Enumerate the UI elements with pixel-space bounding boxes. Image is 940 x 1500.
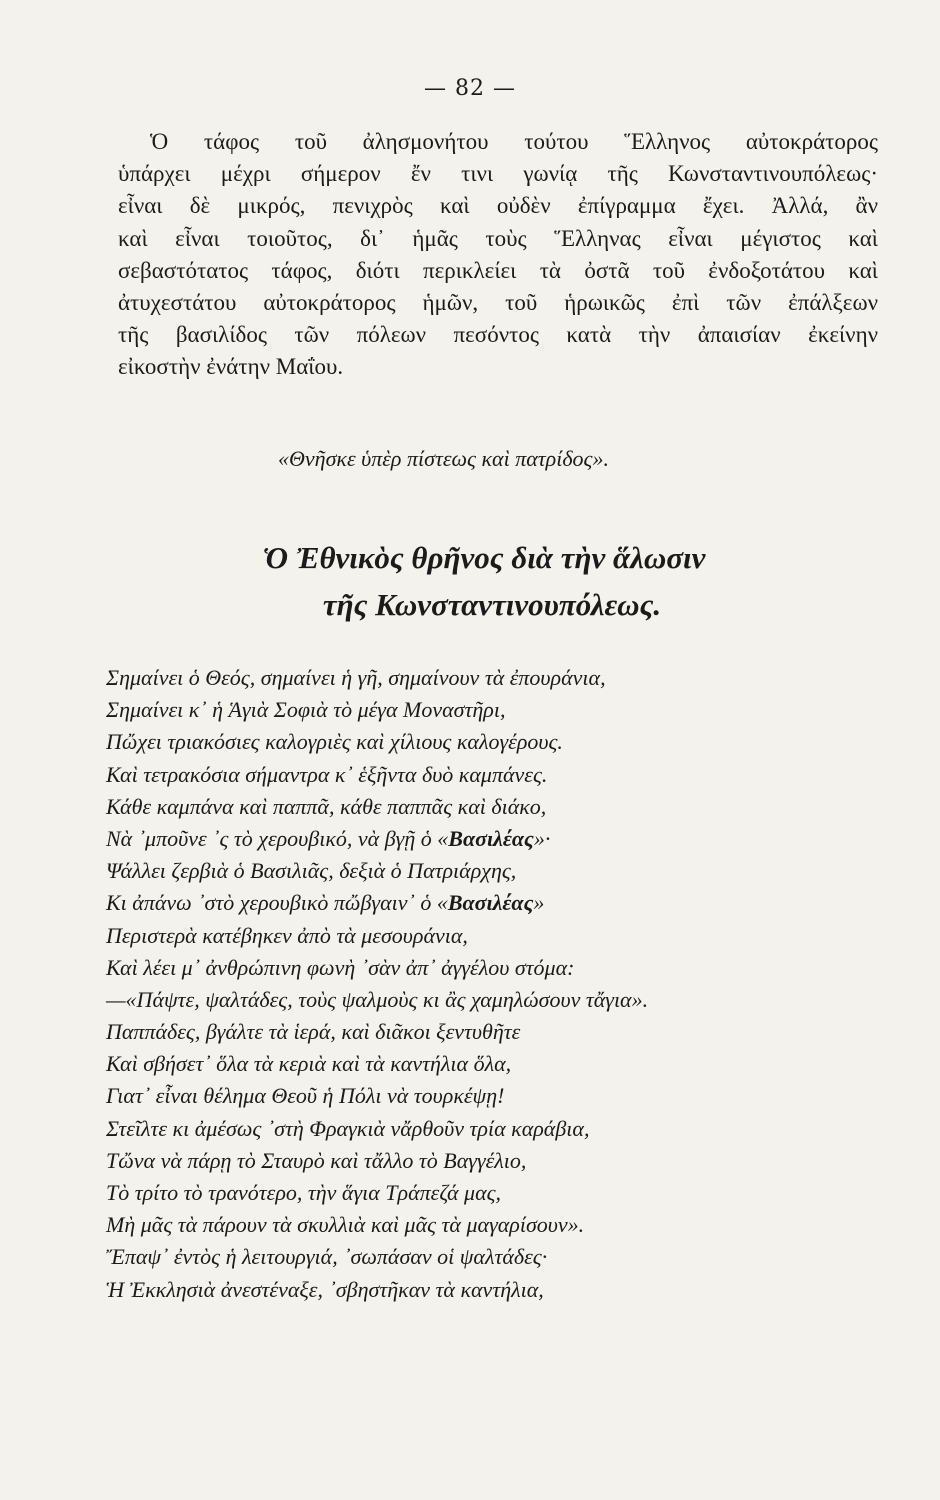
poem-line: Ἡ Ἐκκλησιὰ ἀνεστέναξε, ᾽σβηστῆκαν τὰ καντήλια, bbox=[106, 1276, 544, 1302]
poem-line: Τὤνα νὰ πάρῃ τὸ Σταυρὸ καὶ τἄλλο τὸ Βαγγέλιο, bbox=[106, 1147, 527, 1173]
emphasized-word: Βασιλέας bbox=[448, 825, 534, 851]
prose-line: ὑπάρχει μέχρι σήμερον ἔν τινι γωνίᾳ τῆς Κωνσταντινουπόλεως· bbox=[118, 161, 878, 187]
poem-line: Στεῖλτε κι ἀμέσως ᾽στὴ Φραγκιὰ νἄρθοῦν τρία καράβια, bbox=[106, 1115, 590, 1141]
poem-line: Πὤχει τριακόσιες καλογριὲς καὶ χίλιους καλογέρους. bbox=[106, 729, 563, 755]
poem-line: Καὶ τετρακόσια σήμαντρα κ᾽ ἑξῆντα δυὸ καμπάνες. bbox=[106, 761, 548, 787]
lament-poem bbox=[106, 662, 896, 1306]
poem-line: Παππάδες, βγάλτε τὰ ἱερά, καὶ διᾶκοι ξεντυθῆτε bbox=[106, 1019, 521, 1045]
prose-line: ἀτυχεστάτου αὐτοκράτορος ἡμῶν, τοῦ ἡρωικῶς ἐπὶ τῶν ἐπάλξεων bbox=[118, 289, 878, 315]
poem-line: Τὸ τρίτο τὸ τρανότερο, τὴν ἅγια Τράπεζά μας, bbox=[106, 1180, 502, 1205]
section-heading-line-1: Ὁ Ἐθνικὸς θρῆνος διὰ τὴν ἅλωσιν bbox=[262, 540, 706, 575]
prose-paragraph bbox=[118, 126, 878, 384]
prose-line: καὶ εἶναι τοιοῦτος, δι᾽ ἡμᾶς τοὺς Ἕλληνας εἶναι μέγιστος καὶ bbox=[118, 225, 878, 251]
prose-line: Ὁ τάφος τοῦ ἀλησμονήτου τούτου Ἕλληνος αὐτοκράτορος bbox=[150, 129, 878, 154]
prose-line: εἶναι δὲ μικρός, πενιχρὸς καὶ οὐδὲν ἐπίγραμμα ἔχει. Ἀλλά, ἂν bbox=[118, 193, 878, 219]
poem-line: Σημαίνει κ᾽ ἡ Ἁγιὰ Σοφιὰ τὸ μέγα Μοναστῆρι, bbox=[106, 697, 506, 723]
page-number: — 82 — bbox=[424, 76, 516, 101]
poem-line: —«Πάψτε, ψαλτάδες, τοὺς ψαλμοὺς κι ἂς χαμηλώσουν τἄγια». bbox=[106, 986, 649, 1012]
prose-line: εἰκοστὴν ἐνάτην Μαΐου. bbox=[118, 354, 344, 380]
poem-line: Μὴ μᾶς τὰ πάρουν τὰ σκυλλιὰ καὶ μᾶς τὰ μαγαρίσουν». bbox=[106, 1212, 585, 1238]
prose-line: τῆς βασιλίδος τῶν πόλεων πεσόντος κατὰ τὴν ἀπαισίαν ἐκείνην bbox=[118, 322, 878, 348]
prose-line: σεβαστότατος τάφος, διότι περικλείει τὰ ὀστᾶ τοῦ ἐνδοξοτάτου καὶ bbox=[118, 257, 878, 283]
poem-line: Νὰ ᾽μποῦνε ᾽ς τὸ χερουβικό, νὰ βγῇ ὁ «Βασιλέας»· bbox=[106, 825, 551, 851]
emphasized-word: Βασιλέας bbox=[447, 890, 534, 916]
poem-line: Ψάλλει ζερβιὰ ὁ Βασιλιᾶς, δεξιὰ ὁ Πατριάρχης, bbox=[106, 858, 517, 884]
poem-line: Καὶ σβήσετ᾽ ὅλα τὰ κεριὰ καὶ τὰ καντήλια ὅλα, bbox=[106, 1051, 512, 1077]
poem-line: Γιατ᾽ εἶναι θέλημα Θεοῦ ἡ Πόλι νὰ τουρκέψῃ! bbox=[106, 1083, 505, 1109]
poem-line: Περιστερὰ κατέβηκεν ἀπὸ τὰ μεσουράνια, bbox=[106, 922, 468, 948]
poem-line: Κάθε καμπάνα καὶ παππᾶ, κάθε παππᾶς καὶ διάκο, bbox=[106, 793, 547, 819]
poem-line: Ἔπαψ᾽ ἐντὸς ἡ λειτουργιά, ᾽σωπάσαν οἱ ψαλτάδες· bbox=[106, 1244, 548, 1270]
epitaph-quote: «Θνῆσκε ὑπὲρ πίστεως καὶ πατρίδος». bbox=[278, 446, 609, 471]
poem-line: Σημαίνει ὁ Θεός, σημαίνει ἡ γῆ, σημαίνουν τὰ ἐπουράνια, bbox=[106, 665, 606, 690]
section-heading-line-2: τῆς Κωνσταντινουπόλεως. bbox=[322, 587, 662, 622]
poem-line: Καὶ λέει μ᾽ ἀνθρώπινη φωνὴ ᾽σὰν ἀπ᾽ ἀγγέλου στόμα: bbox=[106, 954, 575, 980]
poem-line: Κι ἀπάνω ᾽στὸ χερουβικὸ πὤβγαιν᾽ ὁ «Βασιλέας» bbox=[106, 890, 545, 916]
